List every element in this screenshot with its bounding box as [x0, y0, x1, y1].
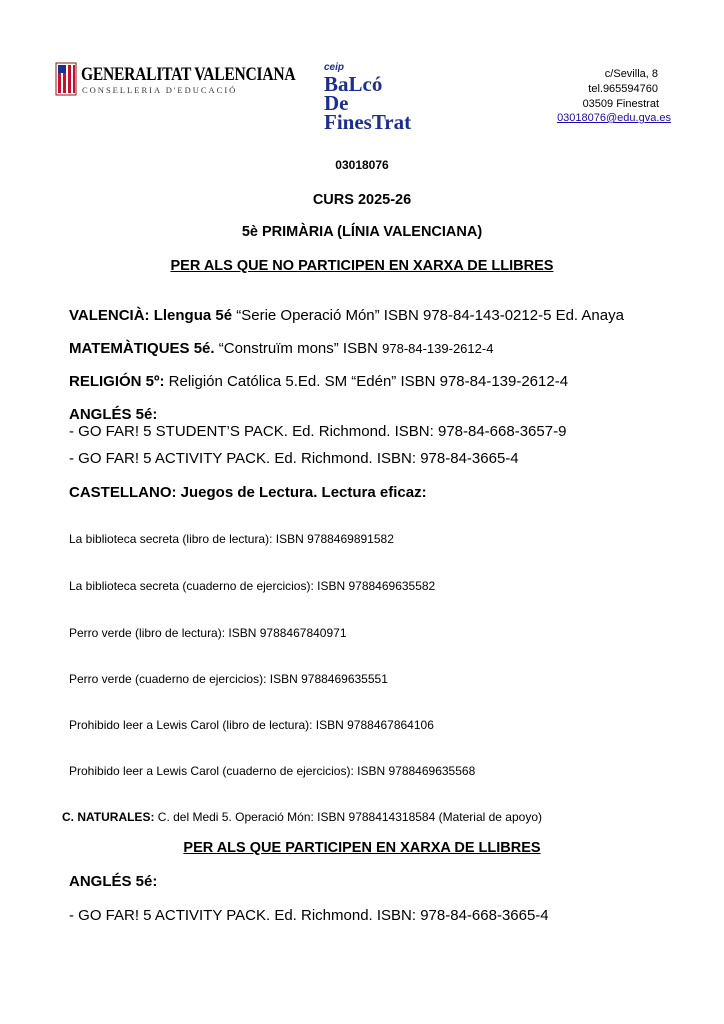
- generalitat-title: GENERALITAT VALENCIANA: [81, 64, 296, 85]
- castellano-item: La biblioteca secreta (libro de lectura): ISBN 9788469891582: [69, 532, 394, 546]
- address-street: c/Sevilla, 8: [604, 68, 658, 80]
- address-city: 03509 Finestrat: [582, 98, 659, 110]
- subject-angles-item-1: - GO FAR! 5 STUDENT’S PACK. Ed. Richmond. ISBN: 978-84-668-3657-9: [69, 423, 567, 440]
- subject-valencia-text: “Serie Operació Món” ISBN 978-84-143-0212-5 Ed. Anaya: [232, 307, 624, 324]
- subject-mates-text: “Construïm mons” ISBN: [214, 340, 383, 357]
- school-logo-prefix: ceip: [324, 62, 345, 73]
- generalitat-logo: [55, 62, 296, 96]
- generalitat-shield-icon: [55, 62, 77, 96]
- subject-angles2-label: ANGLÉS 5é:: [69, 873, 158, 890]
- subject-valencia-label: VALENCIÀ: Llengua 5é: [69, 307, 233, 324]
- subject-religion-text: Religión Católica 5.Ed. SM “Edén” ISBN 978-84-139-2612-4: [164, 373, 569, 390]
- subject-angles-label: ANGLÉS 5é:: [69, 406, 158, 423]
- castellano-item: Perro verde (libro de lectura): ISBN 9788467840971: [69, 626, 347, 640]
- course-title: CURS 2025-26: [312, 192, 412, 208]
- subject-angles-item-2: - GO FAR! 5 ACTIVITY PACK. Ed. Richmond. ISBN: 978-84-3665-4: [69, 450, 519, 467]
- subject-religion: [69, 373, 568, 390]
- subject-religion-label: RELIGIÓN 5º:: [69, 373, 165, 390]
- address-email-link[interactable]: 03018076@edu.gva.es: [557, 112, 671, 124]
- generalitat-subtitle: CONSELLERIA D'EDUCACIÓ: [82, 85, 238, 95]
- school-logo-line-1: BaLcó: [324, 72, 383, 96]
- school-logo-line-2: De: [324, 91, 349, 115]
- subject-valencia: [69, 307, 624, 324]
- school-logo: [322, 62, 412, 134]
- subject-mates-label: MATEMÀTIQUES 5é.: [69, 340, 215, 357]
- subject-angles2-item: - GO FAR! 5 ACTIVITY PACK. Ed. Richmond. ISBN: 978-84-668-3665-4: [69, 907, 549, 924]
- section-no-xarxa-title: PER ALS QUE NO PARTICIPEN EN XARXA DE LLIBRES: [170, 258, 554, 274]
- castellano-item: Prohibido leer a Lewis Carol (cuaderno de ejercicios): ISBN 9788469635568: [69, 764, 476, 778]
- address-phone: tel.965594760: [588, 83, 658, 95]
- subject-naturales: [62, 810, 542, 824]
- subject-naturales-label: C. NATURALES:: [62, 810, 155, 824]
- castellano-item: La biblioteca secreta (cuaderno de ejercicios): ISBN 9788469635582: [69, 579, 436, 593]
- castellano-item: Perro verde (cuaderno de ejercicios): ISBN 9788469635551: [69, 672, 388, 686]
- subject-mates: [69, 340, 493, 357]
- castellano-item: Prohibido leer a Lewis Carol (libro de lectura): ISBN 9788467864106: [69, 718, 434, 732]
- school-code: 03018076: [335, 158, 389, 172]
- grade-title: 5è PRIMÀRIA (LÍNIA VALENCIANA): [241, 224, 483, 240]
- subject-castellano-label: CASTELLANO: Juegos de Lectura. Lectura eficaz:: [69, 484, 427, 501]
- section-xarxa-title: PER ALS QUE PARTICIPEN EN XARXA DE LLIBRES: [183, 840, 541, 856]
- school-logo-line-3: FinesTrat: [324, 110, 412, 134]
- subject-mates-isbn: 978-84-139-2612-4: [382, 341, 494, 356]
- subject-naturales-text: C. del Medi 5. Operació Món: ISBN 9788414318584 (Material de apoyo): [154, 810, 542, 824]
